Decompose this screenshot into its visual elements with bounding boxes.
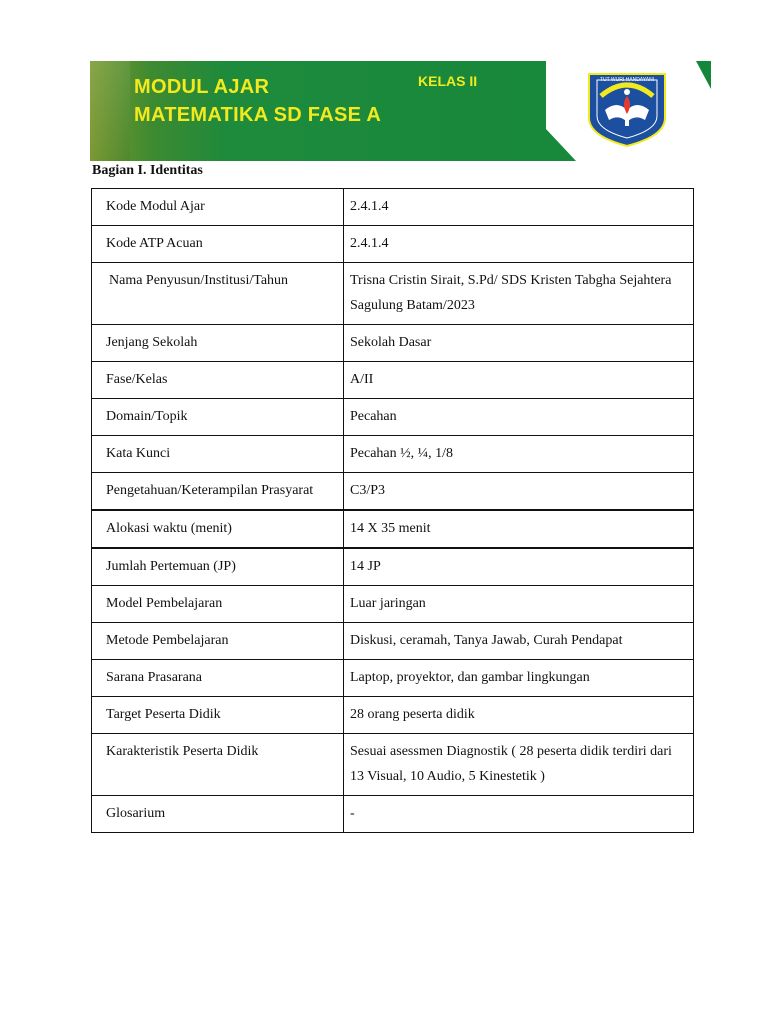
table-row (92, 362, 694, 399)
row-value: 14 JP (344, 548, 694, 586)
row-value: C3/P3 (344, 473, 694, 511)
row-value: A/II (344, 362, 694, 399)
row-value: Trisna Cristin Sirait, S.Pd/ SDS Kristen Tabgha Sejahtera Sagulung Batam/2023 (344, 263, 694, 325)
row-value: 14 X 35 menit (344, 510, 694, 548)
table-row (92, 510, 694, 548)
row-label: Karakteristik Peserta Didik (92, 734, 344, 796)
row-label: Fase/Kelas (92, 362, 344, 399)
identity-table (91, 188, 694, 833)
module-title-line2: MATEMATIKA SD FASE A (134, 104, 382, 126)
row-label: Metode Pembelajaran (92, 623, 344, 660)
table-row (92, 734, 694, 796)
row-label: Target Peserta Didik (92, 697, 344, 734)
row-label: Sarana Prasarana (92, 660, 344, 697)
row-value: Sekolah Dasar (344, 325, 694, 362)
module-title-line1: MODUL AJAR (134, 76, 270, 98)
table-row (92, 548, 694, 586)
header-banner (90, 61, 711, 161)
row-value: 2.4.1.4 (344, 226, 694, 263)
row-label: Model Pembelajaran (92, 586, 344, 623)
row-label: Jumlah Pertemuan (JP) (92, 548, 344, 586)
row-label: Domain/Topik (92, 399, 344, 436)
table-row (92, 796, 694, 833)
table-row (92, 226, 694, 263)
table-row (92, 660, 694, 697)
table-row (92, 189, 694, 226)
row-label: Nama Penyusun/Institusi/Tahun (92, 263, 344, 325)
row-label: Jenjang Sekolah (92, 325, 344, 362)
row-label: Kata Kunci (92, 436, 344, 473)
row-value: Pecahan ½, ¼, 1/8 (344, 436, 694, 473)
table-row (92, 586, 694, 623)
row-value: Laptop, proyektor, dan gambar lingkungan (344, 660, 694, 697)
banner-accent-stripe (90, 61, 130, 161)
table-row (92, 436, 694, 473)
section-title: Bagian I. Identitas (92, 163, 203, 178)
table-row (92, 473, 694, 511)
row-label: Pengetahuan/Keterampilan Prasyarat (92, 473, 344, 511)
table-row (92, 325, 694, 362)
row-label: Kode Modul Ajar (92, 189, 344, 226)
row-value: 28 orang peserta didik (344, 697, 694, 734)
row-value: Sesuai asessmen Diagnostik ( 28 peserta didik terdiri dari 13 Visual, 10 Audio, 5 Kinestetik ) (344, 734, 694, 796)
table-row (92, 623, 694, 660)
tut-wuri-handayani-logo-icon (546, 61, 711, 161)
table-row (92, 399, 694, 436)
row-value: - (344, 796, 694, 833)
row-label: Alokasi waktu (menit) (92, 510, 344, 548)
row-label: Glosarium (92, 796, 344, 833)
svg-text:TUT WURI HANDAYANI: TUT WURI HANDAYANI (599, 77, 655, 83)
table-row (92, 697, 694, 734)
row-value: 2.4.1.4 (344, 189, 694, 226)
row-value: Diskusi, ceramah, Tanya Jawab, Curah Pendapat (344, 623, 694, 660)
logo-panel (546, 61, 711, 161)
row-label: Kode ATP Acuan (92, 226, 344, 263)
row-value: Pecahan (344, 399, 694, 436)
table-row (92, 263, 694, 325)
row-value: Luar jaringan (344, 586, 694, 623)
class-label: KELAS II (418, 73, 478, 89)
